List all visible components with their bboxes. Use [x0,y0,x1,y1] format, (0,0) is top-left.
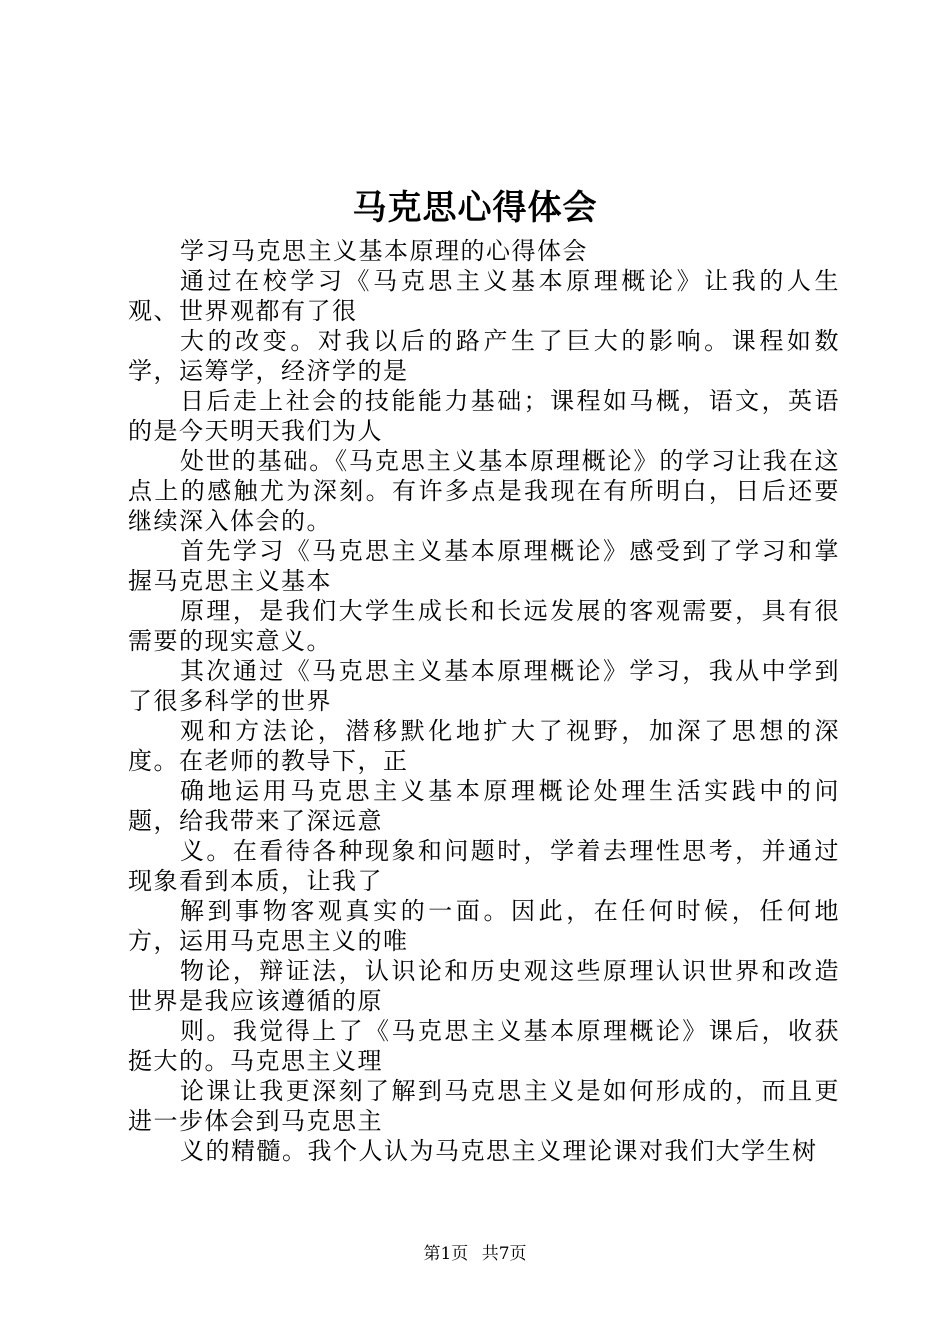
page-footer [0,1243,950,1265]
paragraph: 大的改变。对我以后的路产生了巨大的影响。课程如数学，运筹学，经济学的是 [128,327,840,385]
paragraph: 义的精髓。我个人认为马克思主义理论课对我们大学生树 [180,1137,818,1165]
paragraph: 其次通过《马克思主义基本原理概论》学习，我从中学到了很多科学的世界 [128,657,840,715]
document-title: 马克思心得体会 [352,188,598,228]
paragraph: 解到事物客观真实的一面。因此，在任何时候，任何地方，运用马克思主义的唯 [128,897,840,955]
paragraph: 学习马克思主义基本原理的心得体会 [180,237,588,265]
paragraph: 原理，是我们大学生成长和长远发展的客观需要，具有很需要的现实意义。 [128,597,840,655]
paragraph: 首先学习《马克思主义基本原理概论》感受到了学习和掌握马克思主义基本 [128,537,840,595]
paragraph: 论课让我更深刻了解到马克思主义是如何形成的，而且更进一步体会到马克思主 [128,1077,840,1135]
paragraph: 日后走上社会的技能能力基础；课程如马概，语文，英语的是今天明天我们为人 [128,387,840,445]
page-number: 第1页 [423,1244,469,1264]
paragraph: 则。我觉得上了《马克思主义基本原理概论》课后，收获挺大的。马克思主义理 [128,1017,840,1075]
document-body [128,236,840,1166]
paragraph: 处世的基础。《马克思主义基本原理概论》的学习让我在这点上的感触尤为深刻。有许多点是我现在有所明白，日后还要继续深入体会的。 [128,447,840,535]
paragraph: 确地运用马克思主义基本原理概论处理生活实践中的问题，给我带来了深远意 [128,777,840,835]
paragraph: 义。在看待各种现象和问题时，学着去理性思考，并通过现象看到本质，让我了 [128,837,840,895]
paragraph: 物论，辩证法，认识论和历史观这些原理认识世界和改造世界是我应该遵循的原 [128,957,840,1015]
page-total: 共7页 [481,1244,527,1264]
paragraph: 观和方法论，潜移默化地扩大了视野，加深了思想的深度。在老师的教导下，正 [128,717,840,775]
paragraph: 通过在校学习《马克思主义基本原理概论》让我的人生观、世界观都有了很 [128,267,840,325]
